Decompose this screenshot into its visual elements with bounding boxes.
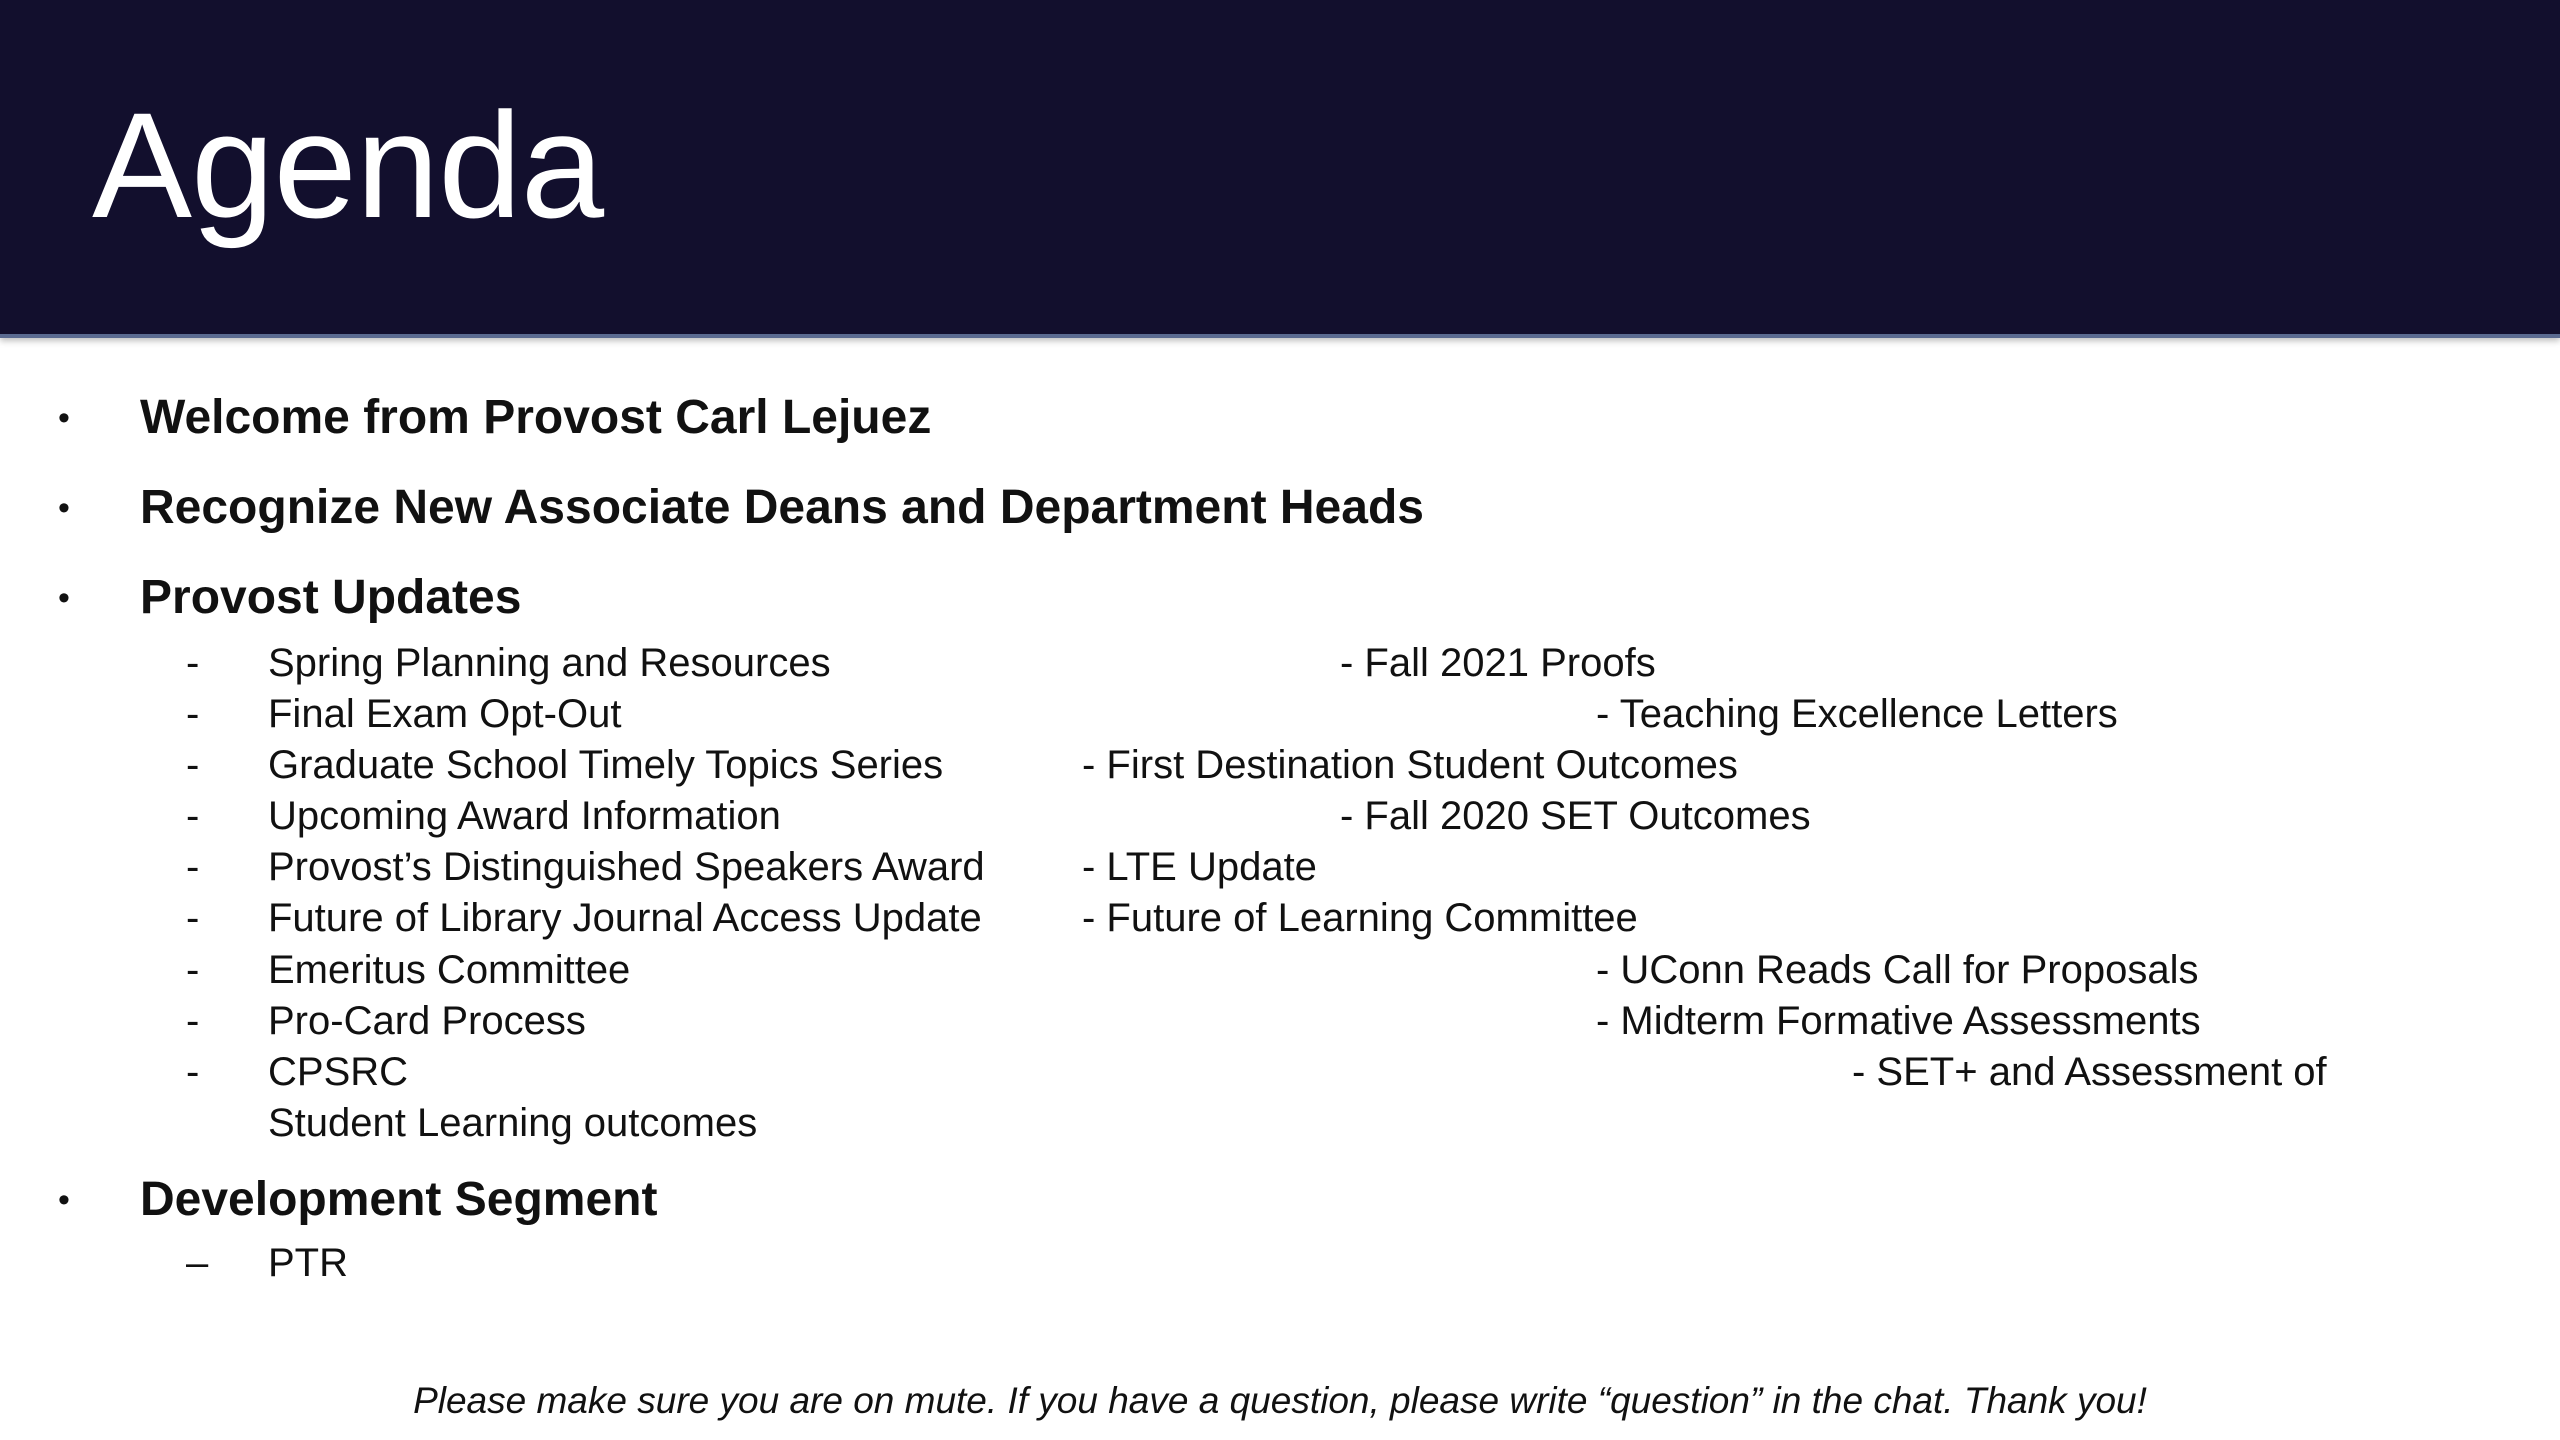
update-row (0, 945, 2560, 995)
dash-marker: - (186, 743, 200, 787)
update-item: Emeritus Committee (268, 948, 631, 992)
bullet-marker: • (58, 489, 70, 527)
mute-reminder: Please make sure you are on mute. If you have a question, please write “question” in the chat. Thank you! (413, 1380, 2147, 1421)
update-item-right: - Future of Learning Committee (1082, 896, 1638, 940)
update-row (0, 893, 2560, 943)
update-item: Provost’s Distinguished Speakers Award (268, 845, 985, 889)
dash-marker: - (186, 641, 200, 685)
update-item: Upcoming Award Information (268, 794, 781, 838)
update-continuation: Student Learning outcomes (268, 1101, 758, 1145)
bullet-label: Welcome from Provost Carl Lejuez (140, 391, 932, 444)
dash-marker: - (186, 896, 200, 940)
dash-marker: - (186, 1050, 200, 1094)
update-item-right: - LTE Update (1082, 845, 1317, 889)
update-row (0, 791, 2560, 841)
development-item: PTR (268, 1241, 348, 1285)
update-row (0, 842, 2560, 892)
update-continuation-row (0, 1098, 2560, 1148)
update-item: CPSRC (268, 1050, 409, 1094)
development-row (0, 1238, 2560, 1288)
update-item-right: - Midterm Formative Assessments (1596, 999, 2201, 1043)
dash-marker: - (186, 948, 200, 992)
slide-title: Agenda (92, 81, 604, 249)
update-item-right: - Teaching Excellence Letters (1596, 692, 2118, 736)
update-row (0, 996, 2560, 1046)
endash-marker: – (186, 1241, 209, 1285)
update-item-right: - UConn Reads Call for Proposals (1596, 948, 2199, 992)
update-item: Pro-Card Process (268, 999, 586, 1043)
dash-marker: - (186, 794, 200, 838)
update-item-right: - First Destination Student Outcomes (1082, 743, 1738, 787)
update-item: Final Exam Opt-Out (268, 692, 622, 736)
bullet-label: Provost Updates (140, 571, 522, 624)
update-item-right: - Fall 2020 SET Outcomes (1340, 794, 1811, 838)
bullet-marker: • (58, 579, 70, 617)
update-row (0, 689, 2560, 739)
dash-marker: - (186, 692, 200, 736)
update-row (0, 1047, 2560, 1097)
bullet-label: Development Segment (140, 1173, 658, 1226)
update-item: Future of Library Journal Access Update (268, 896, 982, 940)
bullet-marker: • (58, 399, 70, 437)
bullet-marker: • (58, 1181, 70, 1219)
update-item-right: - Fall 2021 Proofs (1340, 641, 1656, 685)
bullet-label: Recognize New Associate Deans and Department Heads (140, 481, 1424, 534)
dash-marker: - (186, 999, 200, 1043)
update-item: Spring Planning and Resources (268, 641, 831, 685)
update-row (0, 740, 2560, 790)
update-row (0, 638, 2560, 688)
update-item-right: - SET+ and Assessment of (1852, 1050, 2327, 1094)
dash-marker: - (186, 845, 200, 889)
update-item: Graduate School Timely Topics Series (268, 743, 944, 787)
